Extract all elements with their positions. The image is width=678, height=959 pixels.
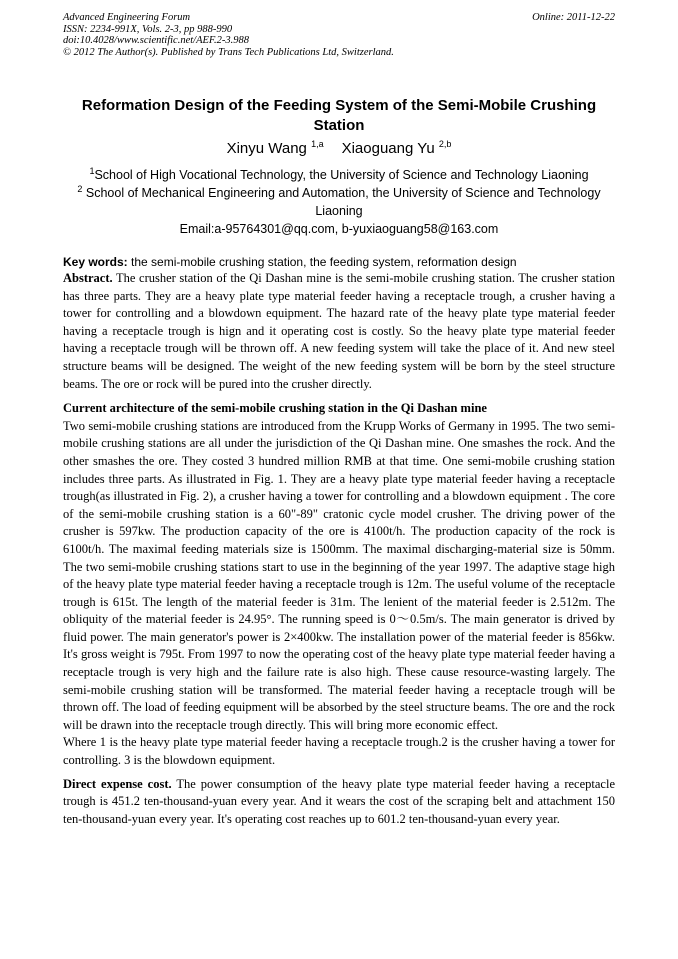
doi-line: doi:10.4028/www.scientific.net/AEF.2-3.988 [63,35,249,46]
email-line: Email:a-95764301@qq.com, b-yuxiaoguang58@163.com [179,222,499,236]
online-date: Online: 2011-12-22 [532,12,615,23]
affiliation-mark: 2 [77,183,83,194]
keywords-label: Key words: [63,255,128,269]
abstract-text: The crusher station of the Qi Dashan mine is the semi-mobile crushing station. The crusher station has three parts. They are a heavy plate type material feeder having a receptacle trough, a crusher having a tower for controlling and a blowdown equipment. The hazard rate of the heavy plate type material feeder having a receptacle trough is hign and it operating cost is costly. So the heavy plate type material feeder having a receptacle trough will be thrown off. A new feeding system will take the place of it. And new steel structure beams will be designed. The weight of the new feeding system will be born by the steel structure beams. The ore or rock will be pured into the crusher directly. [63,271,615,391]
direct-expense-text: The power consumption of the heavy plate type material feeder having a receptacle trough is 451.2 ten-thousand-yuan every year. And it wears the cost of the scraping belt and attachment 150 ten-thousand-yuan every year. It's operating cost reaches up to 601.2 ten-thousand-yuan every year. [63,776,615,826]
affiliations [63,166,615,238]
figure-legend-paragraph: Where 1 is the heavy plate type material feeder having a receptacle trough.2 is the crusher having a tower for controlling. 3 is the blowdown equipment. [63,735,615,768]
journal-name: Advanced Engineering Forum [63,12,191,23]
author-affiliation-mark: 2,b [438,139,452,149]
direct-expense-paragraph [63,776,615,829]
author-affiliation-mark: 1,a [311,139,324,149]
abstract-label: Abstract. [63,271,113,285]
affiliation-1 [63,166,615,184]
copyright-line: © 2012 The Author(s). Published by Trans Tech Publications Ltd, Switzerland. [63,46,394,58]
author-line [63,138,615,160]
direct-expense-label: Direct expense cost. [63,776,172,791]
affiliation-text: School of High Vocational Technology, the University of Science and Technology Liaoning [94,168,589,182]
section-heading: Current architecture of the semi-mobile crushing station in the Qi Dashan mine [63,401,487,416]
journal-header [63,12,615,58]
paper-title: Reformation Design of the Feeding System of the Semi-Mobile Crushing Station [81,97,597,134]
keywords [63,254,615,270]
author-name: Xinyu Wang [226,140,312,157]
abstract [63,270,615,393]
author-name: Xiaoguang Yu [341,140,439,157]
affiliation-text: School of Mechanical Engineering and Automation, the University of Science and Technology Liaoning [82,186,601,218]
paper-page [63,12,615,828]
keywords-text: the semi-mobile crushing station, the feeding system, reformation design [127,255,517,269]
body-paragraph: Two semi-mobile crushing stations are introduced from the Krupp Works of Germany in 1995. The two semi-mobile crushing stations are all under the jurisdiction of the Qi Dashan mine. One smashes the rock. And the other smashes the ore. They costed 3 hundred million RMB at that time. One semi-mobile crushing station includes three parts. As illustrated in Fig. 1. They are a heavy plate type material feeder having a receptacle trough(as illustrated in Fig. 2), a crusher having a tower for controlling and a blowdown equipment . The core of the semi-mobile crushing station is a 60"-89" cratonic cycle model crusher. The driving power of the crusher is 597kw. The production capacity of the ore is 4100t/h. The production capacity of the rock is 6100t/h. The maximal feeding materials size is 1500mm. The maximal discharging-material size is 50mm. The two semi-mobile crushing stations start to use in the beginning of the year 1997. The adaptive stage high of the heavy plate type material feeder having a receptacle trough is 12m. The useful volume of the receptacle trough is 615t. The length of the material feeder is 31m. The lenient of the material feeder is 2.512m. The obliquity of the material feeder is 24.95°. The running speed is 0～0.5m/s. The main generator is drived by fluid power. The main generator's power is 2×400kw. The installation power of the material feeder is 856kw. It's gross weight is 795t. From 1997 to now the operating cost of the heavy plate type material feeder having a receptacle trough is very high and the failure rate is also high. These cause resource-wasting largely. The semi-mobile crushing station will be transformed. The material feeder having a receptacle trough will be thrown off. The load of feeding equipment will be absorbed by the steel structure beams. The ore and the rock will be drawn into the receptacle trough directly. This will bring more economic effect. [63,418,615,732]
affiliation-2 [63,184,615,220]
affiliation-mark: 1 [89,165,95,176]
issn-line: ISSN: 2234-991X, Vols. 2-3, pp 988-990 [63,23,233,35]
